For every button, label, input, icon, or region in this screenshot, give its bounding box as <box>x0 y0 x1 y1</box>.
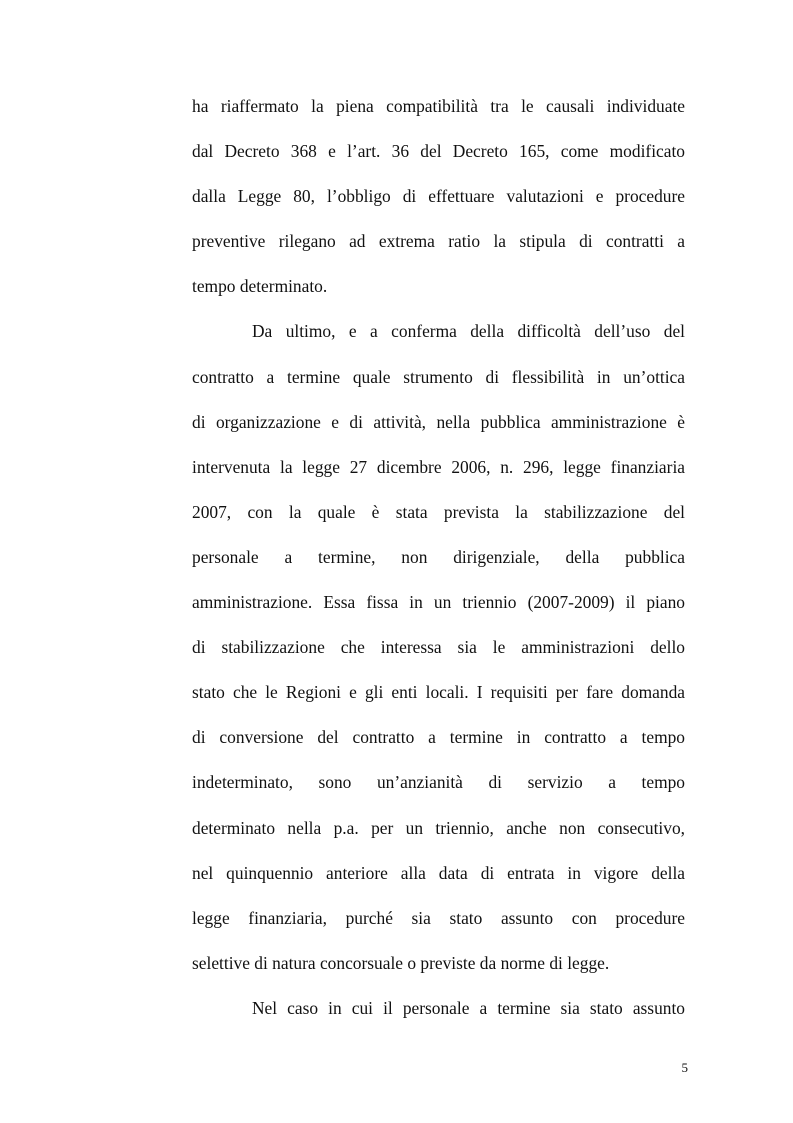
text-line: legge finanziaria, purché sia stato assunto con procedure <box>192 907 685 928</box>
text-line: personale a termine, non dirigenziale, della pubblica <box>192 546 685 567</box>
page-number: 5 <box>681 1060 688 1075</box>
text-line: 2007, con la quale è stata prevista la stabilizzazione del <box>192 501 685 522</box>
text-line: dal Decreto 368 e l’art. 36 del Decreto 165, come modificato <box>192 141 685 162</box>
text-line: Da ultimo, e a conferma della difficoltà dell’uso del <box>252 321 685 342</box>
body-text <box>192 84 685 1031</box>
text-line: preventive rilegano ad extrema ratio la stipula di contratti a <box>192 231 685 252</box>
text-line: nel quinquennio anteriore alla data di entrata in vigore della <box>192 862 685 883</box>
text-line: amministrazione. Essa fissa in un triennio (2007-2009) il piano <box>192 592 685 613</box>
text-line: dalla Legge 80, l’obbligo di effettuare valutazioni e procedure <box>192 186 685 207</box>
text-line: stato che le Regioni e gli enti locali. I requisiti per fare domanda <box>192 682 685 703</box>
text-line: di conversione del contratto a termine in contratto a tempo <box>192 727 685 748</box>
text-line: determinato nella p.a. per un triennio, anche non consecutivo, <box>192 817 685 838</box>
text-line: indeterminato, sono un’anzianità di servizio a tempo <box>192 772 685 793</box>
text-line: Nel caso in cui il personale a termine sia stato assunto <box>252 997 685 1018</box>
text-line: ha riaffermato la piena compatibilità tra le causali individuate <box>192 96 685 116</box>
text-line: di organizzazione e di attività, nella pubblica amministrazione è <box>192 411 685 432</box>
text-line: contratto a termine quale strumento di flessibilità in un’ottica <box>192 366 685 387</box>
text-line: intervenuta la legge 27 dicembre 2006, n. 296, legge finanziaria <box>192 456 685 477</box>
text-line: tempo determinato. <box>192 276 328 297</box>
text-line: selettive di natura concorsuale o previste da norme di legge. <box>192 952 610 973</box>
text-line: di stabilizzazione che interessa sia le amministrazioni dello <box>192 637 685 658</box>
